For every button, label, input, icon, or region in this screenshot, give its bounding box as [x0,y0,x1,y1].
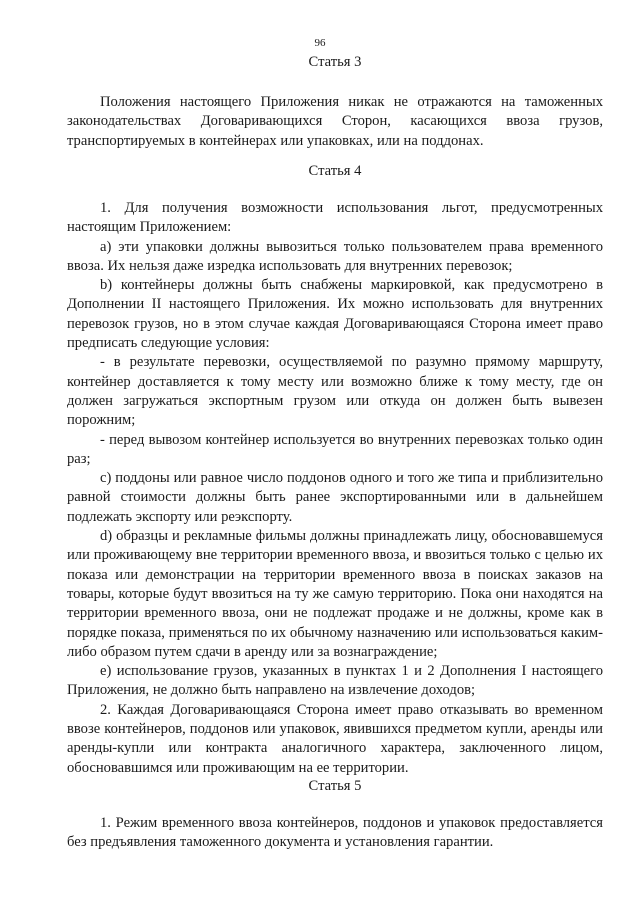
article-3-paragraph-1: Положения настоящего Приложения никак не отражаются на таможенных законодательствах Договаривающихся Сторон, касающихся ввоза грузов, транспортируемых в контейнерах или упаковках, или на поддонах. [67,94,603,149]
article-5-paragraph-1: 1. Режим временного ввоза контейнеров, поддонов и упаковок предоставляется без предъявления таможенного документа и установления гарантии. [67,815,603,851]
article-5-heading: Статья 5 [308,778,362,794]
article-4-item-b-condition-2: - перед вывозом контейнер используется во внутренних перевозках только один раз; [67,431,603,467]
article-4-item-a: a) эти упаковки должны вывозиться только пользователем права временного ввоза. Их нельзя даже изредка использовать для внутренних перевозок; [67,238,603,274]
article-4-item-d: d) образцы и рекламные фильмы должны принадлежать лицу, обосновавшемуся или проживающему вне территории временного ввоза, и ввозиться только с целью их показа или демонстрации на территории временного ввоза в поисках заказов на товары, которые будут ввозиться на ту же самую территорию. Пока они находятся на территории временного ввоза, они не подлежат продаже и не должны, кроме как в порядке показа, применяться по их обычному назначению или использоваться каким-либо образом путем сдачи в аренду или за вознаграждение; [67,528,603,660]
article-5 [67,777,603,796]
page-number: 96 [314,37,326,49]
article-4-paragraph-1: 1. Для получения возможности использования льгот, предусмотренных настоящим Приложением: [67,200,603,236]
article-3-heading: Статья 3 [308,54,362,70]
article-5-body [67,814,603,853]
article-4-heading: Статья 4 [308,163,362,179]
article-3 [67,53,603,72]
article-4 [67,162,603,181]
article-3-body [67,93,603,151]
article-4-item-e: e) использование грузов, указанных в пунктах 1 и 2 Дополнения I настоящего Приложения, не должно быть направлено на извлечение доходов; [67,663,603,699]
article-4-item-b: b) контейнеры должны быть снабжены маркировкой, как предусмотрено в Дополнении II настоящего Приложения. Их можно использовать для внутренних перевозок грузов, но в этом случае каждая Договаривающаяся Сторона имеет право предписать следующие условия: [67,277,603,352]
article-4-item-b-condition-1: - в результате перевозки, осуществляемой по разумно прямому маршруту, контейнер доставляется к тому месту или возможно ближе к тому месту, где он должен загружаться экспортным грузом или откуда он должен быть вывезен порожним; [67,354,603,429]
article-4-paragraph-2: 2. Каждая Договаривающаяся Сторона имеет право отказывать во временном ввозе контейнеров, поддонов или упаковок, явившихся предметом купли, аренды или аренды-купли или контракта аналогичного характера, заключенного лицом, обосновавшимся или проживающим на ее территории. [67,701,603,776]
article-4-body [67,199,603,778]
article-4-item-c: c) поддоны или равное число поддонов одного и того же типа и приблизительно равной стоимости должны быть ранее экспортированными или в дальнейшем подлежать экспорту или реэкспорту. [67,470,603,525]
